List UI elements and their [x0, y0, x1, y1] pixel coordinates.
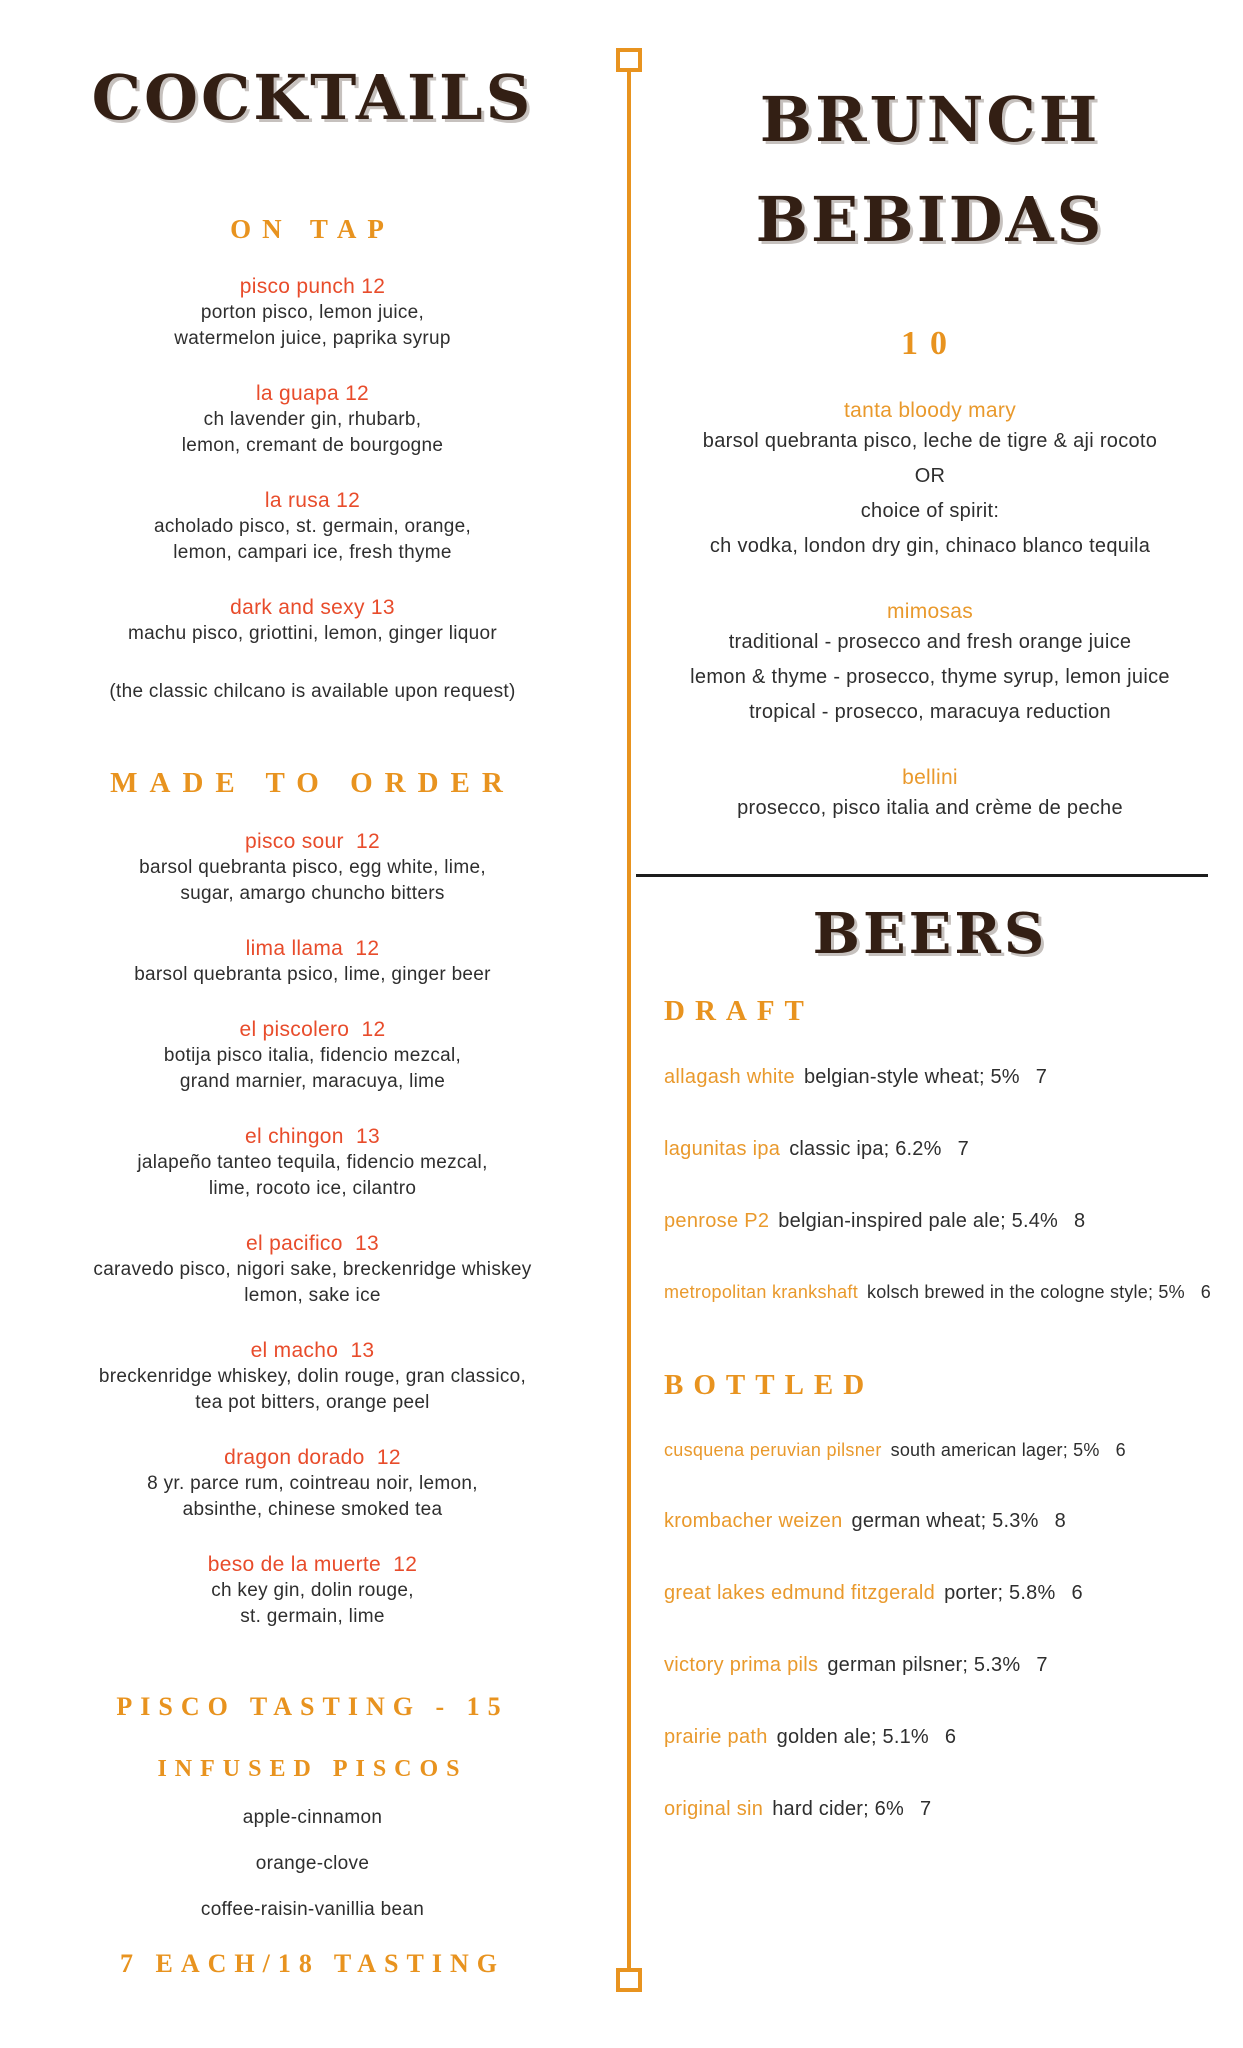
menu-item [0, 1444, 625, 1523]
menu-item-desc-line: ch vodka, london dry gin, chinaco blanco tequila [709, 535, 1151, 557]
menu-item-desc-line: 8 yr. parce rum, cointreau noir, lemon, [147, 1473, 478, 1494]
menu-item-name: tanta bloody mary [843, 399, 1017, 422]
brunch-title-line1: BRUNCH [759, 83, 1101, 156]
menu-item-desc-line: OR [914, 465, 946, 487]
beer-desc: german pilsner; 5.3% [827, 1654, 1021, 1676]
menu-item [0, 594, 625, 647]
beer-desc: kolsch brewed in the cologne style; 5% [867, 1282, 1185, 1302]
menu-item-desc-line: choice of spirit: [860, 500, 1000, 522]
menu-item-desc-line: caravedo pisco, nigori sake, breckenridge whiskey [93, 1259, 532, 1280]
menu-item-desc-line: lemon, cremant de bourgogne [181, 435, 444, 456]
menu-item-desc-line: porton pisco, lemon juice, [200, 302, 425, 323]
menu-item-desc-line: breckenridge whiskey, dolin rouge, gran classico, [98, 1366, 527, 1387]
beer-name: penrose P2 [664, 1210, 770, 1232]
beer-name: metropolitan krankshaft [664, 1282, 858, 1302]
menu-item-desc-line: prosecco, pisco italia and crème de peche [737, 797, 1123, 819]
beer-price: 6 [944, 1726, 957, 1748]
menu-item-desc-line: sugar, amargo chuncho bitters [180, 883, 445, 904]
beer-row [628, 1440, 1232, 1461]
beers-title: BEERS [812, 901, 1048, 967]
menu-item-name: lima llama 12 [245, 937, 380, 960]
menu-item-desc-line: absinthe, chinese smoked tea [182, 1499, 443, 1520]
beer-price: 7 [919, 1798, 932, 1820]
menu-item-desc-line: lemon & thyme - prosecco, thyme syrup, lemon juice [690, 666, 1170, 688]
menu-item [0, 1337, 625, 1416]
menu-item [628, 397, 1232, 564]
brunch-title-line2: BEBIDAS [755, 183, 1105, 256]
menu-item [628, 598, 1232, 730]
menu-item-name: el macho 13 [250, 1339, 375, 1362]
menu-item [0, 1123, 625, 1202]
beer-row [628, 1138, 1232, 1161]
beer-desc: porter; 5.8% [944, 1582, 1056, 1604]
infused-piscos-heading: INFUSED PISCOS [157, 1756, 468, 1782]
beer-name: lagunitas ipa [664, 1138, 781, 1160]
infused-item: coffee-raisin-vanillia bean [200, 1899, 425, 1920]
menu-item-desc-line: lemon, campari ice, fresh thyme [173, 542, 452, 563]
beer-row [628, 1654, 1232, 1677]
menu-item-desc-line: barsol quebranta pisco, leche de tigre & aji rocoto [702, 430, 1158, 452]
menu-item-desc-line: jalapeño tanteo tequila, fidencio mezcal, [137, 1152, 488, 1173]
menu-item-name: pisco punch 12 [239, 275, 386, 298]
menu-item-name: la rusa 12 [264, 489, 361, 512]
beer-price: 8 [1054, 1510, 1066, 1532]
menu-item [0, 828, 625, 907]
menu-item-desc-line: machu pisco, griottini, lemon, ginger liquor [127, 623, 498, 644]
beer-desc: belgian-style wheat; 5% [803, 1066, 1020, 1088]
beer-price: 7 [957, 1138, 969, 1160]
beer-price: 6 [1200, 1282, 1211, 1302]
menu-item [0, 273, 625, 352]
infused-item: apple-cinnamon [242, 1807, 383, 1828]
infused-price: 7 EACH/18 TASTING [120, 1949, 505, 1978]
beer-price: 7 [1036, 1654, 1048, 1676]
menu-item [0, 380, 625, 459]
beer-name: original sin [664, 1798, 764, 1820]
brunch-title [628, 70, 1232, 270]
menu-item-name: dragon dorado 12 [224, 1446, 401, 1469]
beer-row [628, 1210, 1232, 1233]
menu-item-name: el piscolero 12 [239, 1018, 386, 1041]
beer-row [628, 1582, 1232, 1605]
beer-desc: german wheat; 5.3% [851, 1510, 1039, 1532]
infused-item: orange-clove [255, 1853, 370, 1874]
beer-desc: golden ale; 5.1% [776, 1726, 929, 1748]
on-tap-heading: ON TAP [230, 214, 395, 244]
beer-name: great lakes edmund fitzgerald [664, 1582, 936, 1604]
beer-row [628, 1066, 1232, 1089]
menu-item-desc-line: botija pisco italia, fidencio mezcal, [163, 1045, 462, 1066]
beer-desc: hard cider; 6% [772, 1798, 904, 1820]
menu-item-desc-line: st. germain, lime [240, 1606, 385, 1627]
beer-name: cusquena peruvian pilsner [664, 1440, 882, 1460]
menu-item-desc-line: ch key gin, dolin rouge, [211, 1580, 414, 1601]
beer-desc: south american lager; 5% [890, 1440, 1100, 1460]
beer-row [628, 1798, 1232, 1821]
menu-item [628, 764, 1232, 826]
menu-item-name: el chingon 13 [245, 1125, 380, 1148]
menu-item [0, 487, 625, 566]
beer-price: 8 [1074, 1210, 1086, 1232]
pisco-tasting-heading: PISCO TASTING - 15 [116, 1692, 509, 1721]
brunch-beers-column [628, 0, 1232, 1821]
menu-item-desc-line: lemon, sake ice [244, 1285, 381, 1306]
beer-price: 6 [1071, 1582, 1083, 1604]
beer-name: allagash white [664, 1066, 795, 1088]
cocktails-title: COCKTAILS [91, 61, 534, 134]
bottled-heading: BOTTLED [664, 1369, 875, 1401]
menu-item-name: mimosas [886, 600, 974, 623]
made-to-order-heading: MADE TO ORDER [110, 767, 515, 799]
beer-desc: belgian-inspired pale ale; 5.4% [778, 1210, 1059, 1232]
menu-item-name: dark and sexy 13 [230, 596, 395, 619]
cocktails-column [0, 0, 625, 1979]
menu-item-name: bellini [902, 766, 958, 789]
beer-row [628, 1726, 1232, 1749]
menu-item-desc-line: tropical - prosecco, maracuya reduction [749, 701, 1111, 723]
beer-price: 6 [1115, 1440, 1126, 1460]
menu-item [0, 1230, 625, 1309]
menu-item [0, 935, 625, 988]
beer-name: prairie path [664, 1726, 768, 1748]
beer-row [628, 1510, 1232, 1533]
brunch-price: 10 [901, 325, 959, 362]
beer-name: victory prima pils [664, 1654, 819, 1676]
section-divider [636, 874, 1208, 877]
menu-item-desc-line: lime, rocoto ice, cilantro [208, 1178, 417, 1199]
chilcano-note: (the classic chilcano is available upon request) [109, 681, 516, 702]
menu-item [0, 1551, 625, 1630]
menu-item-name: la guapa 12 [255, 382, 370, 405]
menu-item-desc-line: ch lavender gin, rhubarb, [203, 409, 422, 430]
menu-item-desc-line: traditional - prosecco and fresh orange juice [728, 631, 1132, 653]
menu-item-name: el pacifico 13 [246, 1232, 379, 1255]
menu-item-desc-line: grand marnier, maracuya, lime [179, 1071, 446, 1092]
beer-desc: classic ipa; 6.2% [789, 1138, 942, 1160]
menu-item-desc-line: watermelon juice, paprika syrup [174, 328, 451, 349]
draft-heading: DRAFT [664, 995, 814, 1027]
menu-item [0, 1016, 625, 1095]
menu-item-desc-line: barsol quebranta pisco, egg white, lime, [139, 857, 486, 878]
beer-price: 7 [1035, 1066, 1048, 1088]
menu-item-desc-line: barsol quebranta psico, lime, ginger beer [134, 964, 491, 985]
menu-item-name: beso de la muerte 12 [207, 1553, 418, 1576]
menu-item-name: pisco sour 12 [245, 830, 380, 853]
beer-row [628, 1282, 1232, 1303]
menu-item-desc-line: acholado pisco, st. germain, orange, [153, 516, 472, 537]
beer-name: krombacher weizen [664, 1510, 843, 1532]
menu-item-desc-line: tea pot bitters, orange peel [195, 1392, 430, 1413]
